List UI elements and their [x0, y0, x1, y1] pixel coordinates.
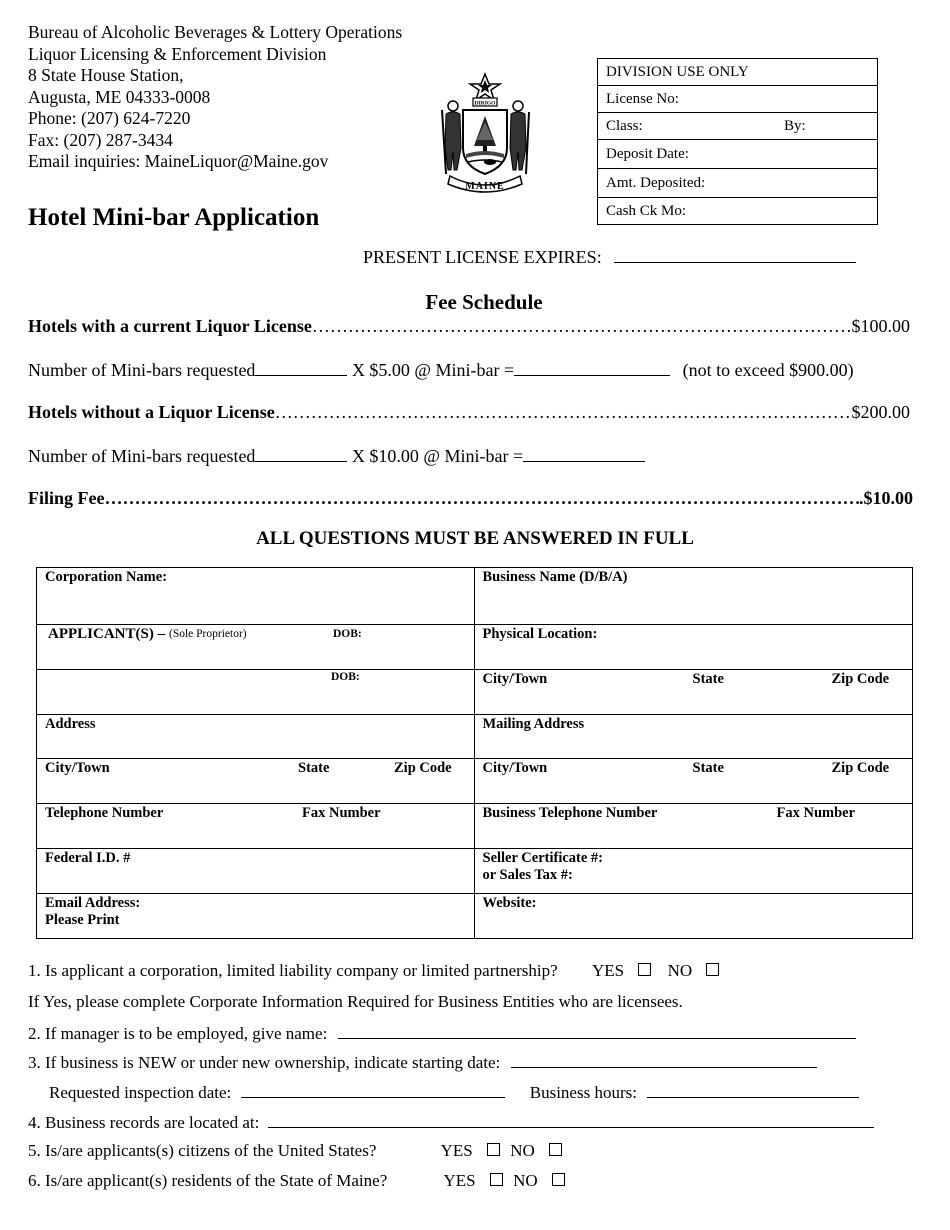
website-cell[interactable]	[474, 894, 913, 939]
business-telephone-cell[interactable]	[474, 804, 913, 849]
mailing-address-label: Mailing Address	[482, 716, 585, 732]
yes-checkbox[interactable]	[487, 1143, 500, 1156]
applicant-cell[interactable]	[37, 625, 475, 670]
dob-label: DOB:	[333, 628, 362, 640]
dot-leader	[104, 488, 859, 509]
telephone-cell[interactable]	[37, 804, 475, 849]
amt-deposited-field[interactable]: Amt. Deposited:	[598, 169, 877, 198]
seller-cert-label: Seller Certificate #:	[482, 850, 604, 866]
records-location-input[interactable]	[268, 1111, 874, 1128]
filing-fee-amount: .$10.00	[859, 488, 913, 508]
city-label: City/Town	[482, 671, 548, 687]
question-2	[28, 1022, 856, 1044]
fee-with-license-amount: $100.00	[851, 316, 910, 336]
manager-name-input[interactable]	[338, 1022, 856, 1039]
fee-without-license-amount: $200.00	[851, 402, 910, 422]
header-line: Phone: (207) 624-7220	[28, 108, 191, 128]
question-2-text: 2. If manager is to be employed, give name:	[28, 1024, 328, 1043]
by-label: By:	[784, 118, 806, 134]
question-1-text: 1. Is applicant a corporation, limited liability company or limited partnership?	[28, 961, 558, 980]
header-line: Email inquiries: MaineLiquor@Maine.gov	[28, 151, 329, 171]
telephone-label: Telephone Number	[45, 805, 164, 821]
starting-date-input[interactable]	[511, 1051, 817, 1068]
business-name-label: Business Name (D/B/A)	[482, 569, 628, 585]
rate-5-label: X $5.00 @ Mini-bar =	[351, 360, 515, 380]
question-4	[28, 1111, 874, 1133]
dot-leader	[312, 316, 852, 337]
no-label: NO	[510, 1141, 535, 1160]
zip-label: Zip Code	[831, 671, 890, 687]
fee-with-license-label: Hotels with a current Liquor License	[28, 316, 312, 336]
question-6	[28, 1171, 565, 1191]
yes-checkbox[interactable]	[638, 963, 651, 976]
header-line: 8 State House Station,	[28, 65, 184, 85]
website-label: Website:	[482, 895, 537, 911]
license-no-field[interactable]: License No:	[598, 86, 877, 113]
seller-cert-cell[interactable]	[474, 849, 913, 894]
filing-fee-row	[28, 488, 913, 509]
zip-label: Zip Code	[394, 760, 452, 776]
address-city-cell[interactable]	[37, 759, 475, 804]
question-5-text: 5. Is/are applicants(s) citizens of the United States?	[28, 1141, 377, 1160]
please-print-label: Please Print	[45, 912, 120, 928]
header-line: Augusta, ME 04333-0008	[28, 86, 211, 107]
question-5	[28, 1141, 562, 1161]
applicants-label: APPLICANT(S) –	[48, 626, 166, 642]
minibars-label: Number of Mini-bars requested	[28, 446, 256, 466]
license-expires-label: PRESENT LICENSE EXPIRES:	[363, 247, 602, 267]
header-line: Liquor Licensing & Enforcement Division	[28, 43, 327, 64]
minibars-total-input[interactable]	[514, 359, 670, 376]
question-1	[28, 961, 719, 981]
corp-name-cell[interactable]	[37, 568, 475, 625]
business-telephone-label: Business Telephone Number	[482, 805, 658, 821]
city-label: City/Town	[482, 760, 548, 776]
division-title: DIVISION USE ONLY	[598, 59, 877, 86]
minibars-count-input[interactable]	[255, 445, 347, 462]
yes-label: YES	[443, 1171, 476, 1190]
yes-checkbox[interactable]	[490, 1173, 503, 1186]
address-cell[interactable]	[37, 715, 475, 759]
fee-with-license-row	[28, 316, 910, 337]
class-field[interactable]	[598, 113, 877, 140]
physical-location-label: Physical Location:	[482, 626, 598, 642]
header-line: Fax: (207) 287-3434	[28, 129, 173, 150]
yes-label: YES	[591, 961, 625, 980]
dot-leader	[275, 402, 852, 423]
filing-fee-label: Filing Fee	[28, 488, 105, 508]
state-label: State	[692, 671, 724, 687]
email-cell[interactable]	[37, 894, 475, 939]
state-label: State	[298, 760, 330, 776]
mailing-address-cell[interactable]	[474, 715, 913, 759]
minibars-total-input[interactable]	[523, 445, 645, 462]
no-label: NO	[513, 1171, 538, 1190]
payment-method-field[interactable]: Cash Ck Mo:	[606, 203, 687, 219]
inspection-date-input[interactable]	[241, 1081, 505, 1098]
seal-text: MAINE	[465, 181, 505, 192]
fee-without-license-row	[28, 402, 910, 423]
sales-tax-label: or Sales Tax #:	[482, 867, 573, 883]
sole-prop-label: (Sole Proprietor)	[169, 628, 247, 640]
rate-10-label: X $10.00 @ Mini-bar =	[351, 446, 524, 466]
question-3	[28, 1051, 817, 1073]
question-6-text: 6. Is/are applicant(s) residents of the State of Maine?	[28, 1171, 388, 1190]
physical-location-cell[interactable]	[474, 625, 913, 670]
federal-id-cell[interactable]	[37, 849, 475, 894]
questions-title: ALL QUESTIONS MUST BE ANSWERED IN FULL	[256, 528, 694, 549]
question-4-text: 4. Business records are located at:	[28, 1113, 260, 1132]
city-label: City/Town	[45, 760, 110, 776]
applicant-2-cell[interactable]	[37, 670, 475, 715]
zip-label: Zip Code	[831, 760, 890, 776]
mailing-city-cell[interactable]	[474, 759, 913, 804]
division-use-box	[597, 58, 878, 225]
agency-header	[28, 22, 402, 173]
fee-without-license-label: Hotels without a Liquor License	[28, 402, 275, 422]
no-checkbox[interactable]	[549, 1143, 562, 1156]
minibars-10-row	[28, 445, 645, 467]
seal-banner: DIRIGO	[474, 100, 496, 107]
form-title: Hotel Mini-bar Application	[28, 204, 320, 231]
address-label: Address	[45, 716, 96, 732]
yes-label: YES	[440, 1141, 473, 1160]
email-label: Email Address:	[45, 895, 141, 911]
license-expires-row	[363, 246, 856, 268]
question-1-note: If Yes, please complete Corporate Information Required for Business Entities who are licensees.	[28, 992, 683, 1011]
no-label: NO	[667, 961, 693, 980]
minibars-label: Number of Mini-bars requested	[28, 360, 256, 380]
hours-label: Business hours:	[529, 1083, 637, 1102]
cap-note: (not to exceed $900.00)	[682, 360, 854, 380]
inspection-label: Requested inspection date:	[49, 1083, 232, 1102]
deposit-date-field[interactable]: Deposit Date:	[598, 140, 877, 169]
fee-schedule-title: Fee Schedule	[425, 290, 543, 314]
location-city-cell[interactable]	[474, 670, 913, 715]
minibars-5-row	[28, 359, 854, 381]
dob-label: DOB:	[331, 671, 360, 683]
applicant-info-table	[36, 567, 913, 939]
question-3-text: 3. If business is NEW or under new ownership, indicate starting date:	[28, 1053, 501, 1072]
state-label: State	[692, 760, 724, 776]
header-line: Bureau of Alcoholic Beverages & Lottery Operations	[28, 22, 403, 42]
maine-state-seal	[430, 70, 540, 198]
business-name-cell[interactable]	[474, 568, 913, 625]
federal-id-label: Federal I.D. #	[45, 850, 131, 866]
class-label: Class:	[606, 118, 643, 134]
no-checkbox[interactable]	[706, 963, 719, 976]
minibars-count-input[interactable]	[255, 359, 347, 376]
fax-label: Fax Number	[776, 805, 856, 821]
corp-name-label: Corporation Name:	[45, 569, 168, 585]
inspection-hours-row	[49, 1081, 859, 1103]
no-checkbox[interactable]	[552, 1173, 565, 1186]
fax-label: Fax Number	[302, 805, 381, 821]
license-expires-input[interactable]	[614, 246, 856, 263]
business-hours-input[interactable]	[647, 1081, 859, 1098]
